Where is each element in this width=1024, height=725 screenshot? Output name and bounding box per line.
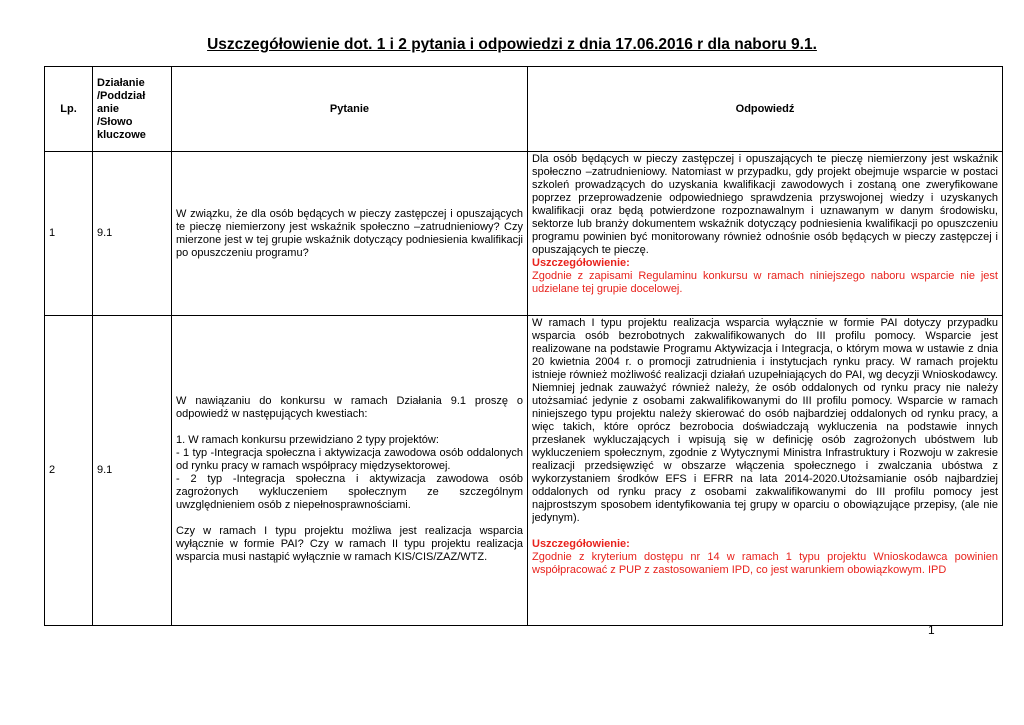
answer-text: Dla osób będących w pieczy zastępczej i opuszających te pieczę niemierzony jest wskaźnik społeczno –zatrudnieniowy. Natomiast w przypadku, gdy projekt obejmuje wsparcie w postaci szkoleń prowadzących do uzyskania kwalifikacji zawodowych i zostaną one zweryfikowane poprzez przeprowadzenie odpowiedniego sprawdzenia przyswojonej wiedzy i uzyskanych kwalifikacji oraz będą potwierdzone rozpoznawalnym i uznawanym w danym środowisku, sektorze lub branży dokumentem wskaźnik dotyczący podniesienia kwalifikacji po opuszczeniu programu powinien być monitorowany również odnośnie osób będących w pieczy zastępczej i opuszających te pieczę. [532, 153, 998, 256]
row-action: 9.1 [93, 152, 172, 316]
row-question [172, 152, 528, 316]
question-paragraph: Czy w ramach I typu projektu możliwa jest realizacja wsparcia wyłącznie w formie PAI? Czy w ramach II typu projektu realizacja wsparcia musi nastąpić wyłącznie w ramach KIS/CIS/ZAZ/WTZ. [176, 524, 523, 563]
row-number: 1 [45, 152, 93, 316]
question-paragraph: - 1 typ -Integracja społeczna i aktywizacja zawodowa osób oddalonych od rynku pracy w ramach współpracy międzysektorowej. [176, 446, 523, 472]
qa-table [44, 66, 1003, 626]
row-action: 9.1 [93, 316, 172, 626]
header-action-line: Działanie [97, 76, 145, 89]
clarification-heading: Uszczegółowienie: [532, 257, 630, 269]
answer-text: W ramach I typu projektu realizacja wsparcia wyłącznie w formie PAI dotyczy przypadku wsparcia osób bezrobotnych zakwalifikowanych do III profilu pomocy. Wsparcie jest realizowane na podstawie Programu Aktywizacja i Integracja, o którym mowa w ustawie z dnia 20 kwietnia 2004 r. o promocji zatrudnienia i instytucjach rynku pracy. W ramach projektu istnieje również możliwość realizacji działań uzupełniających do PAI, wg decyzji Wnioskodawcy. Niemniej jednak zauważyć również należy, że osób oddalonych od rynku pracy nie należy utożsamiać jedynie z osobami zakwalifikowanymi do III profilu pomocy. Wsparcie w ramach niniejszego typu projektu należy skierować do osób najbardziej oddalonych od rynku pracy, a więc takich, które oprócz bezrobocia doświadczają wykluczenia na podstawie innych przesłanek wykluczających i wpisują się w definicję osób zagrożonych ubóstwem lub wykluczeniem społecznym, zgodnie z Wytycznymi Ministra Infrastruktury i Rozwoju w zakresie realizacji przedsięwzięć w obszarze włączenia społecznego i zwalczania ubóstwa z wykorzystaniem środków EFS i EFRR na lata 2014-2020.Utożsamianie osób najbardziej oddalonych od rynku pracy z osobami zakwalifikowanymi do III profilu pomocy jest najprostszym sposobem identyfikowania tej grupy w oparciu o obowiązujące przepisy, (ale nie jedynym). [532, 317, 998, 524]
table-row [45, 152, 1003, 316]
question-paragraph: - 2 typ -Integracja społeczna i aktywizacja zawodowa osób zagrożonych wykluczeniem społecznym ze szczególnym uwzględnieniem osób z niepełnosprawnościami. [176, 472, 523, 511]
header-action-line: /Słowo [97, 115, 133, 128]
question-paragraph: W nawiązaniu do konkursu w ramach Działania 9.1 proszę o odpowiedź w następujących kwestiach: [176, 394, 523, 420]
clarification-heading: Uszczegółowienie: [532, 538, 630, 550]
table-row [45, 316, 1003, 626]
header-lp: Lp. [45, 67, 93, 152]
header-action-line: kluczowe [97, 128, 146, 141]
page-number: 1 [928, 623, 935, 637]
clarification-text: Zgodnie z zapisami Regulaminu konkursu w ramach niniejszego naboru wsparcie nie jest udzielane tej grupie docelowej. [532, 270, 998, 295]
row-answer [528, 316, 1003, 626]
header-answer: Odpowiedź [528, 67, 1003, 152]
question-paragraph: W związku, że dla osób będących w pieczy zastępczej i opuszających te pieczę niemierzony jest wskaźnik społeczno –zatrudnieniowy? Czy mierzone jest w tej grupie wskaźnik dotyczący podniesienia kwalifikacji po opuszczeniu programu? [176, 207, 523, 259]
row-answer [528, 152, 1003, 316]
header-action [93, 67, 172, 152]
header-action-line: /Poddział [97, 89, 146, 102]
row-question [172, 316, 528, 626]
question-paragraph: 1. W ramach konkursu przewidziano 2 typy projektów: [176, 433, 439, 446]
row-number: 2 [45, 316, 93, 626]
page-title: Uszczegółowienie dot. 1 i 2 pytania i odpowiedzi z dnia 17.06.2016 r dla naboru 9.1. [207, 36, 817, 53]
clarification-text: Zgodnie z kryterium dostępu nr 14 w ramach 1 typu projektu Wnioskodawca powinien współpracować z PUP z zastosowaniem IPD, co jest warunkiem obowiązkowym. IPD [532, 551, 998, 576]
table-header-row [45, 67, 1003, 152]
header-action-line: anie [97, 102, 120, 115]
header-question: Pytanie [172, 67, 528, 152]
